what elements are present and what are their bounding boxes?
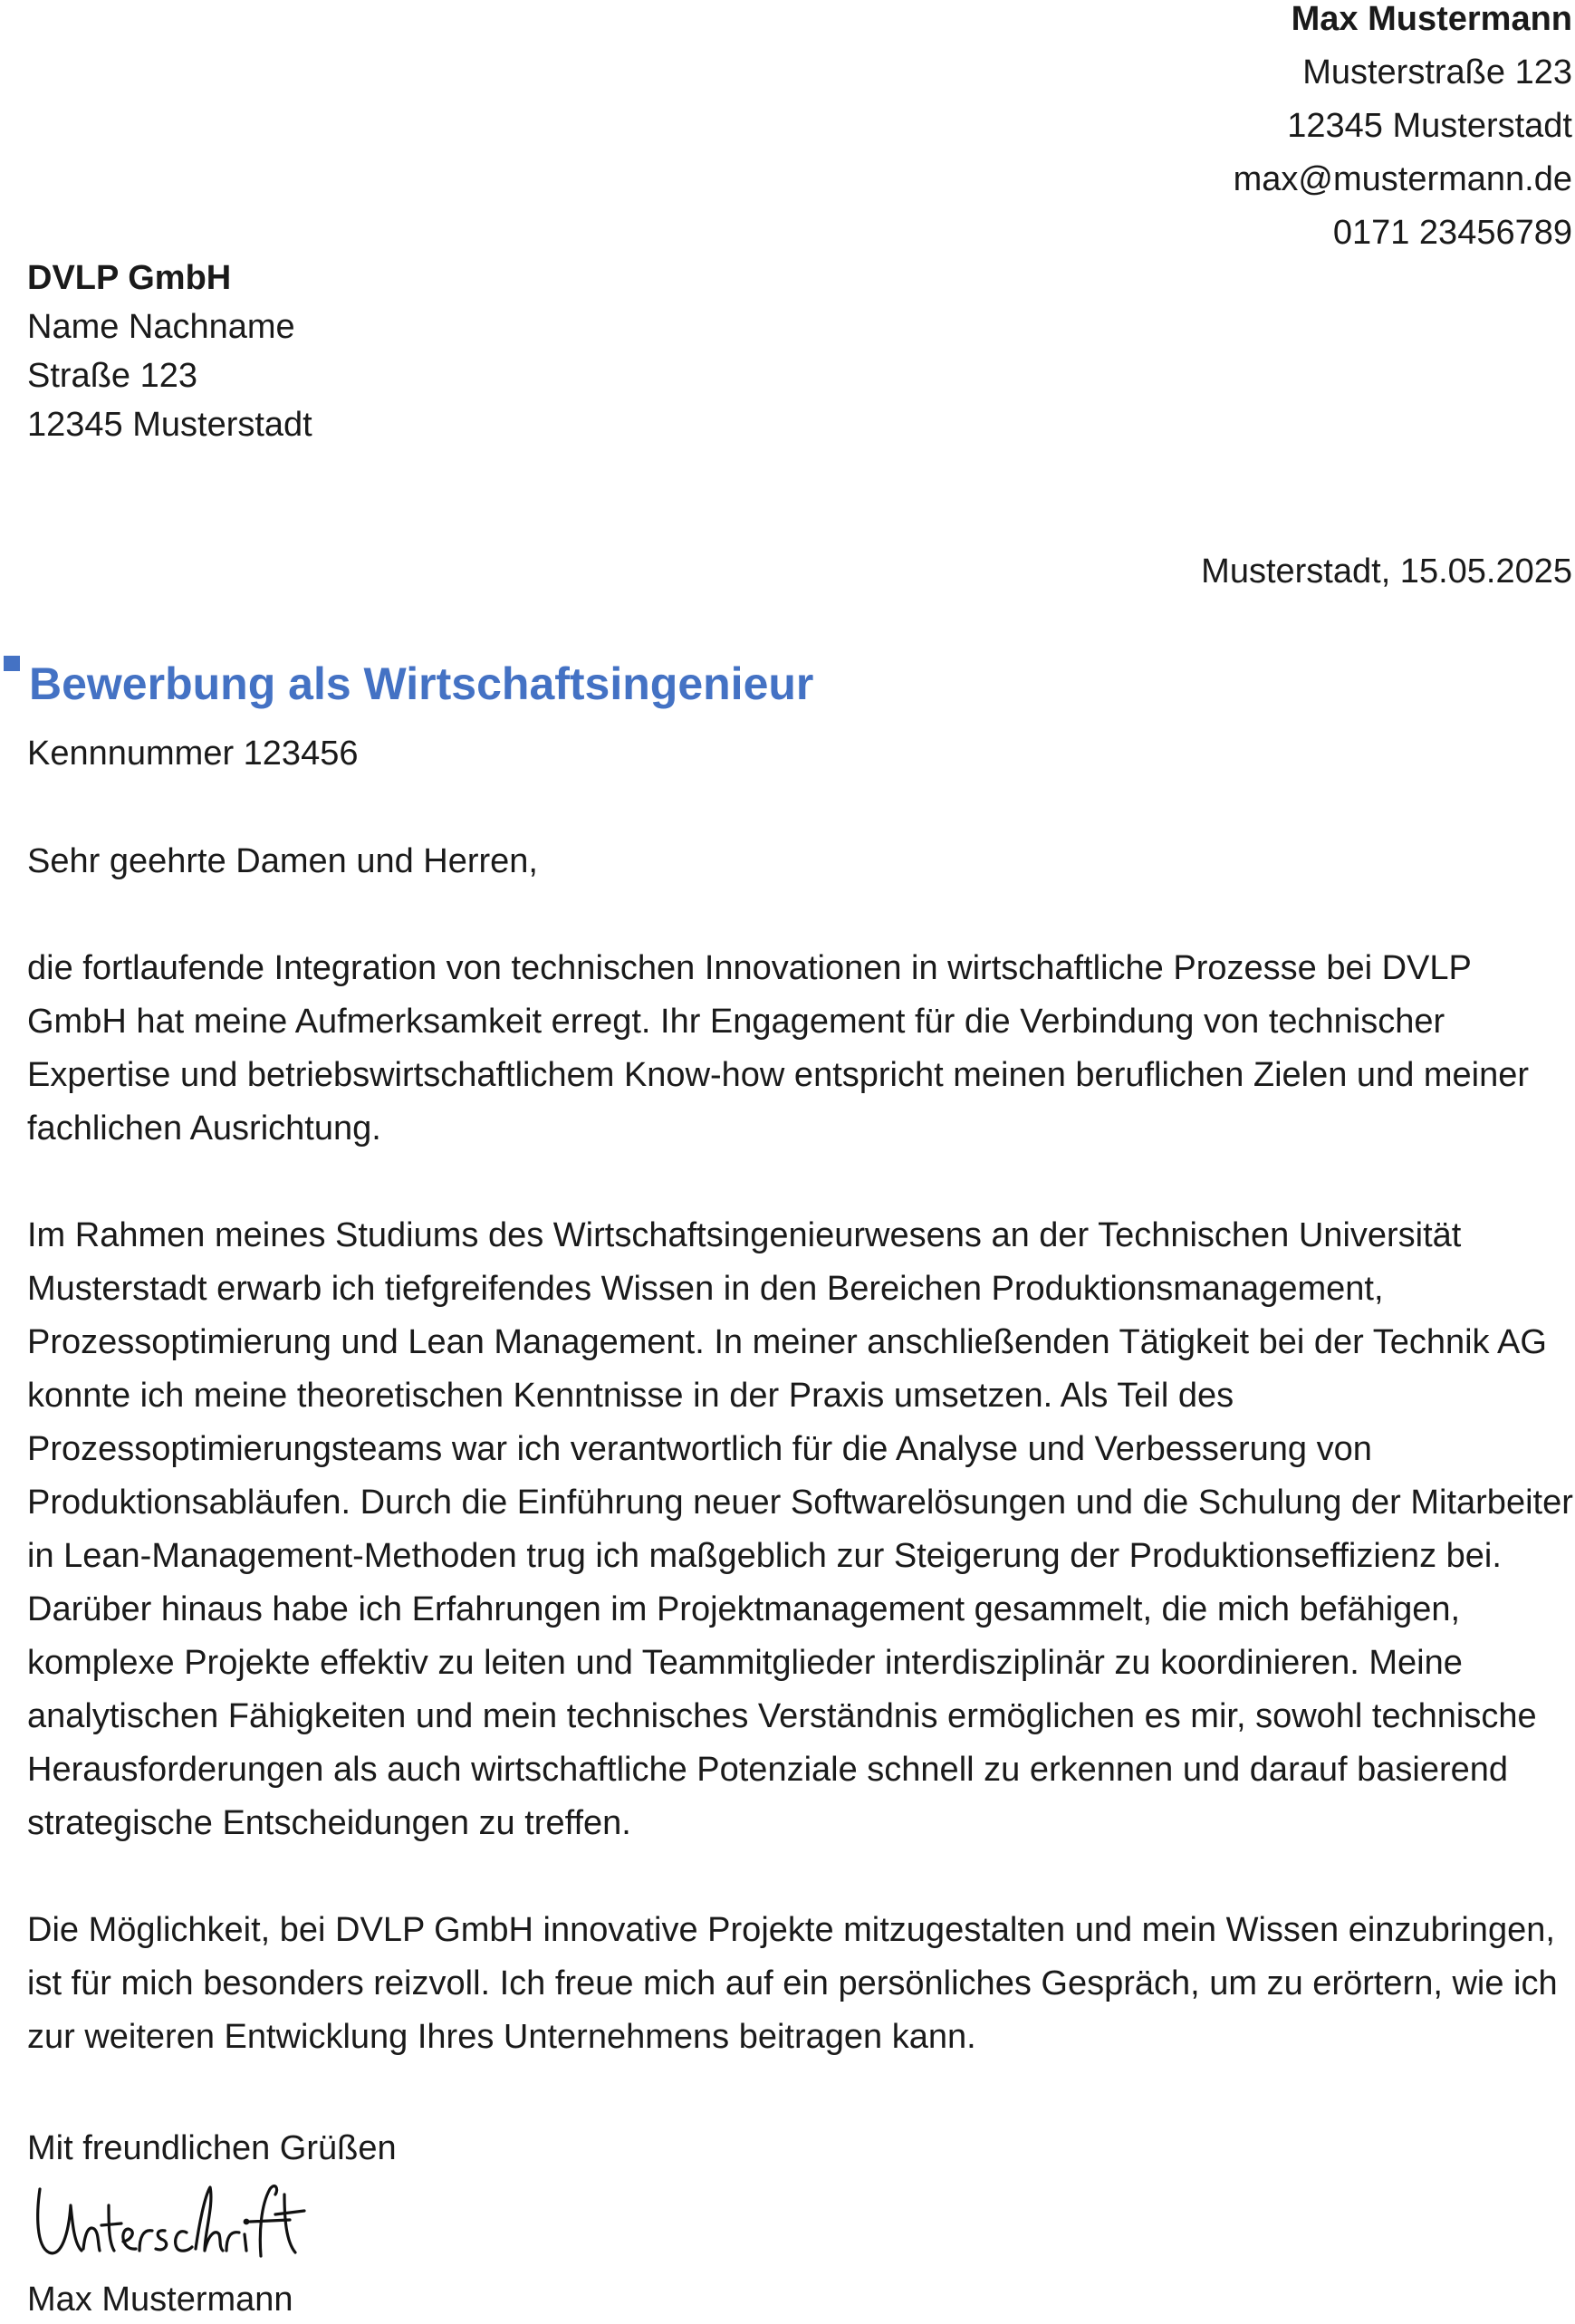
recipient-street: Straße 123 <box>27 357 197 395</box>
letter-body <box>27 835 1575 2118</box>
closing-phrase: Mit freundlichen Grüßen <box>27 2129 397 2167</box>
salutation: Sehr geehrte Damen und Herren, <box>27 842 538 880</box>
handwritten-signature <box>33 2169 322 2269</box>
sender-name: Max Mustermann <box>1291 0 1572 38</box>
paragraph-closing: Die Möglichkeit, bei DVLP GmbH innovative Projekte mitzugestalten und mein Wissen einzubringen, ist für mich besonders reizvoll. Ich freue mich auf ein persönliches Gespräch, um zu erörtern, wie ich zur weiteren Entwicklung Ihres Unternehmens beitragen kann. <box>27 1911 1558 2056</box>
recipient-contact: Name Nachname <box>27 308 295 346</box>
recipient-company: DVLP GmbH <box>27 259 232 297</box>
heading-marker <box>4 656 20 671</box>
sender-phone: 0171 23456789 <box>1332 214 1572 252</box>
date-line: Musterstadt, 15.05.2025 <box>1201 552 1572 591</box>
reference-number: Kennnummer 123456 <box>27 735 359 773</box>
sender-email: max@mustermann.de <box>1233 160 1572 198</box>
recipient-city: 12345 Musterstadt <box>27 406 312 444</box>
recipient-address-block <box>27 254 312 449</box>
subject-heading: Bewerbung als Wirtschaftsingenieur <box>29 658 814 709</box>
sender-city: 12345 Musterstadt <box>1287 107 1572 145</box>
sender-street: Musterstraße 123 <box>1302 53 1572 91</box>
sender-address-block <box>1234 0 1572 260</box>
signer-name: Max Mustermann <box>27 2281 293 2319</box>
paragraph-intro: die fortlaufende Integration von technischen Innovationen in wirtschaftliche Prozesse bei DVLP GmbH hat meine Aufmerksamkeit erregt. Ihr Engagement für die Verbindung von technischer Expertise und betriebswirtschaftlichem Know-how entspricht meinen beruflichen Zielen und meiner fachlichen Ausrichtung. <box>27 949 1530 1148</box>
paragraph-experience: Im Rahmen meines Studiums des Wirtschaftsingenieurwesens an der Technischen Universität Musterstadt erwarb ich tiefgreifendes Wissen in den Bereichen Produktionsmanagement, Prozessoptimierung und Lean Management. In meiner anschließenden Tätigkeit bei der Technik AG konnte ich meine theoretischen Kenntnisse in der Praxis umsetzen. Als Teil des Prozessoptimierungsteams war ich verantwortlich für die Analyse und Verbesserung von Produktionsabläufen. Durch die Einführung neuer Softwarelösungen und die Schulung der Mitarbeiter in Lean-Management-Methoden trug ich maßgeblich zur Steigerung der Produktionseffizienz bei. Darüber hinaus habe ich Erfahrungen im Projektmanagement gesammelt, die mich befähigen, komplexe Projekte effektiv zu leiten und Teammitglieder interdisziplinär zu koordinieren. Meine analytischen Fähigkeiten und mein technisches Verständnis ermöglichen es mir, sowohl technische Herausforderungen als auch wirtschaftliche Potenziale schnell zu erkennen und darauf basierend strategische Entscheidungen zu treffen. <box>27 1216 1573 1842</box>
